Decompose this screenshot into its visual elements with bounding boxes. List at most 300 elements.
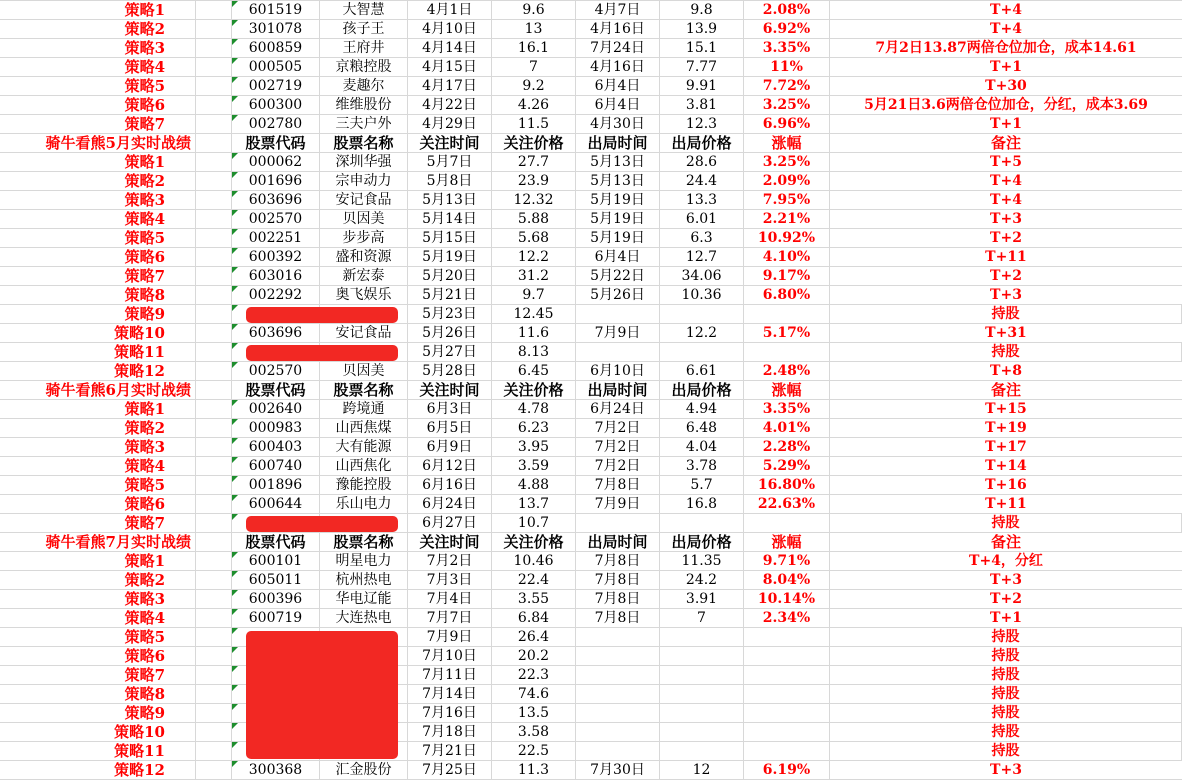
exit-time-cell[interactable]: 5月26日	[576, 286, 660, 304]
gain-cell[interactable]: 5.17%	[744, 324, 830, 342]
note-cell[interactable]: T+4，分红	[969, 553, 1043, 569]
watch-price-cell[interactable]: 4.78	[492, 400, 576, 418]
gap-cell[interactable]	[196, 229, 232, 247]
gap-cell[interactable]	[196, 1, 232, 19]
strategy-label[interactable]: 策略11	[0, 343, 196, 361]
stock-code-cell[interactable]: 000062	[232, 153, 320, 171]
gain-cell[interactable]: 5.29%	[744, 457, 830, 475]
exit-price-cell[interactable]	[660, 704, 744, 722]
exit-time-cell[interactable]: 7月9日	[576, 324, 660, 342]
gain-cell[interactable]: 2.34%	[744, 609, 830, 627]
strategy-label[interactable]: 策略12	[0, 362, 196, 380]
gap-cell[interactable]	[196, 552, 232, 570]
watch-price-header[interactable]: 关注价格	[492, 533, 576, 551]
exit-time-cell[interactable]: 4月30日	[576, 115, 660, 133]
watch-price-cell[interactable]: 10.46	[492, 552, 576, 570]
exit-price-cell[interactable]: 15.1	[660, 39, 744, 57]
exit-price-cell[interactable]	[660, 685, 744, 703]
exit-price-cell[interactable]	[660, 628, 744, 646]
gain-cell[interactable]	[744, 343, 830, 361]
watch-time-header[interactable]: 关注时间	[408, 381, 492, 399]
strategy-label[interactable]: 策略9	[0, 704, 196, 722]
stock-code-cell[interactable]: 002292	[232, 286, 320, 304]
watch-price-cell[interactable]: 13	[492, 20, 576, 38]
stock-name-cell[interactable]: 盛和资源	[320, 248, 408, 266]
exit-price-cell[interactable]: 6.61	[660, 362, 744, 380]
strategy-label[interactable]: 策略12	[0, 761, 196, 779]
watch-time-cell[interactable]: 4月17日	[408, 77, 492, 95]
gain-cell[interactable]: 3.25%	[744, 153, 830, 171]
stock-code-cell[interactable]: 600403	[232, 438, 320, 456]
exit-price-cell[interactable]: 6.01	[660, 210, 744, 228]
strategy-label[interactable]: 策略4	[0, 609, 196, 627]
gap-cell[interactable]	[196, 438, 232, 456]
watch-time-cell[interactable]: 5月15日	[408, 229, 492, 247]
watch-time-cell[interactable]: 7月16日	[408, 704, 492, 722]
note-cell[interactable]: 持股	[830, 628, 1182, 646]
watch-price-cell[interactable]: 13.5	[492, 704, 576, 722]
watch-price-header[interactable]: 关注价格	[492, 381, 576, 399]
exit-time-cell[interactable]	[576, 742, 660, 760]
watch-price-cell[interactable]: 5.88	[492, 210, 576, 228]
exit-time-cell[interactable]: 6月10日	[576, 362, 660, 380]
stock-name-cell[interactable]: 大有能源	[320, 438, 408, 456]
gain-header[interactable]: 涨幅	[744, 533, 830, 551]
watch-time-cell[interactable]: 4月15日	[408, 58, 492, 76]
gap-cell[interactable]	[196, 761, 232, 779]
strategy-label[interactable]: 策略8	[0, 286, 196, 304]
watch-time-cell[interactable]: 5月7日	[408, 153, 492, 171]
gap-cell[interactable]	[196, 39, 232, 57]
note-cell[interactable]: 持股	[830, 685, 1182, 703]
exit-time-cell[interactable]: 7月30日	[576, 761, 660, 779]
note-cell[interactable]: 持股	[830, 742, 1182, 760]
exit-price-cell[interactable]: 28.6	[660, 153, 744, 171]
watch-price-cell[interactable]: 3.58	[492, 723, 576, 741]
watch-time-cell[interactable]: 5月27日	[408, 343, 492, 361]
watch-price-cell[interactable]: 31.2	[492, 267, 576, 285]
watch-price-cell[interactable]: 74.6	[492, 685, 576, 703]
stock-name-cell[interactable]: 维维股份	[320, 96, 408, 114]
stock-code-cell[interactable]: 001896	[232, 476, 320, 494]
gap-cell[interactable]	[196, 286, 232, 304]
watch-time-cell[interactable]: 5月20日	[408, 267, 492, 285]
stock-name-cell[interactable]: 京粮控股	[320, 58, 408, 76]
watch-price-cell[interactable]: 6.23	[492, 419, 576, 437]
exit-price-cell[interactable]	[660, 514, 744, 532]
exit-price-cell[interactable]: 4.04	[660, 438, 744, 456]
watch-time-cell[interactable]: 5月28日	[408, 362, 492, 380]
stock-code-cell[interactable]: 603696	[232, 324, 320, 342]
gain-cell[interactable]	[744, 305, 830, 323]
watch-time-cell[interactable]: 5月23日	[408, 305, 492, 323]
strategy-label[interactable]: 策略5	[0, 476, 196, 494]
note-header[interactable]: 备注	[990, 134, 1021, 152]
exit-price-cell[interactable]: 12	[660, 761, 744, 779]
strategy-label[interactable]: 策略6	[0, 96, 196, 114]
gap-cell[interactable]	[196, 400, 232, 418]
watch-time-cell[interactable]: 6月27日	[408, 514, 492, 532]
exit-price-cell[interactable]: 11.35	[660, 552, 744, 570]
exit-price-cell[interactable]: 3.78	[660, 457, 744, 475]
strategy-label[interactable]: 策略11	[0, 742, 196, 760]
exit-time-cell[interactable]	[576, 666, 660, 684]
watch-price-cell[interactable]: 20.2	[492, 647, 576, 665]
watch-price-cell[interactable]: 5.68	[492, 229, 576, 247]
stock-code-cell[interactable]: 600300	[232, 96, 320, 114]
gap-cell[interactable]	[196, 628, 232, 646]
exit-price-header[interactable]: 出局价格	[660, 134, 744, 152]
watch-time-cell[interactable]: 4月14日	[408, 39, 492, 57]
exit-price-cell[interactable]: 4.94	[660, 400, 744, 418]
stock-code-cell[interactable]: 600719	[232, 609, 320, 627]
strategy-label[interactable]: 策略6	[0, 495, 196, 513]
strategy-label[interactable]: 策略6	[0, 647, 196, 665]
watch-price-cell[interactable]: 6.84	[492, 609, 576, 627]
watch-time-cell[interactable]: 4月1日	[408, 1, 492, 19]
gain-cell[interactable]: 2.08%	[744, 1, 830, 19]
gain-cell[interactable]: 6.80%	[744, 286, 830, 304]
stock-name-cell[interactable]: 深圳华强	[320, 153, 408, 171]
watch-price-cell[interactable]: 22.4	[492, 571, 576, 589]
exit-price-cell[interactable]: 7	[660, 609, 744, 627]
stock-name-cell[interactable]: 汇金股份	[320, 761, 408, 779]
note-cell[interactable]: T+3	[990, 211, 1022, 227]
stock-code-cell[interactable]: 600644	[232, 495, 320, 513]
note-cell[interactable]: 持股	[830, 723, 1182, 741]
gap-cell[interactable]	[196, 723, 232, 741]
gap-cell[interactable]	[196, 419, 232, 437]
note-cell[interactable]: T+2	[990, 591, 1022, 607]
watch-time-cell[interactable]: 7月7日	[408, 609, 492, 627]
note-cell[interactable]: T+2	[990, 268, 1022, 284]
watch-time-cell[interactable]: 5月13日	[408, 191, 492, 209]
stock-name-cell[interactable]: 步步高	[320, 229, 408, 247]
watch-time-cell[interactable]: 6月9日	[408, 438, 492, 456]
watch-price-cell[interactable]: 10.7	[492, 514, 576, 532]
stock-code-cell[interactable]: 600396	[232, 590, 320, 608]
exit-time-cell[interactable]: 7月8日	[576, 476, 660, 494]
note-cell[interactable]: T+4	[990, 21, 1022, 37]
stock-name-cell[interactable]: 杭州热电	[320, 571, 408, 589]
gap-cell[interactable]	[196, 704, 232, 722]
stock-code-cell[interactable]: 000983	[232, 419, 320, 437]
note-cell[interactable]: T+1	[990, 59, 1022, 75]
gain-cell[interactable]: 2.48%	[744, 362, 830, 380]
exit-price-cell[interactable]: 13.9	[660, 20, 744, 38]
strategy-label[interactable]: 策略1	[0, 400, 196, 418]
gap-cell[interactable]	[196, 609, 232, 627]
exit-price-cell[interactable]	[660, 305, 744, 323]
strategy-label[interactable]: 策略1	[0, 153, 196, 171]
watch-time-cell[interactable]: 6月3日	[408, 400, 492, 418]
stock-code-cell[interactable]: 601519	[232, 1, 320, 19]
gain-cell[interactable]: 4.10%	[744, 248, 830, 266]
watch-time-header[interactable]: 关注时间	[408, 134, 492, 152]
gap-cell[interactable]	[196, 58, 232, 76]
gain-header[interactable]: 涨幅	[744, 134, 830, 152]
strategy-label[interactable]: 策略10	[0, 723, 196, 741]
gain-cell[interactable]: 10.92%	[744, 229, 830, 247]
stock-name-cell[interactable]: 麦趣尔	[320, 77, 408, 95]
stock-code-cell[interactable]: 600859	[232, 39, 320, 57]
gain-cell[interactable]: 7.95%	[744, 191, 830, 209]
stock-code-cell[interactable]: 600392	[232, 248, 320, 266]
gap-cell[interactable]	[196, 666, 232, 684]
watch-price-cell[interactable]: 22.3	[492, 666, 576, 684]
gain-cell[interactable]: 3.35%	[744, 39, 830, 57]
exit-time-cell[interactable]: 5月13日	[576, 153, 660, 171]
exit-time-cell[interactable]: 5月13日	[576, 172, 660, 190]
stock-name-cell[interactable]: 大连热电	[320, 609, 408, 627]
stock-code-cell[interactable]: 002251	[232, 229, 320, 247]
gain-cell[interactable]: 6.96%	[744, 115, 830, 133]
gap-cell[interactable]	[196, 571, 232, 589]
strategy-label[interactable]: 策略4	[0, 210, 196, 228]
watch-price-cell[interactable]: 26.4	[492, 628, 576, 646]
strategy-label[interactable]: 策略6	[0, 248, 196, 266]
stock-name-header[interactable]: 股票名称	[320, 533, 408, 551]
note-header[interactable]: 备注	[990, 381, 1021, 399]
note-cell[interactable]: T+11	[985, 496, 1027, 512]
watch-price-cell[interactable]: 12.45	[492, 305, 576, 323]
watch-time-cell[interactable]: 4月10日	[408, 20, 492, 38]
watch-price-cell[interactable]: 22.5	[492, 742, 576, 760]
gap-cell[interactable]	[196, 305, 232, 323]
note-cell[interactable]: 持股	[830, 704, 1182, 722]
stock-name-cell[interactable]: 贝因美	[320, 210, 408, 228]
watch-price-cell[interactable]: 11.5	[492, 115, 576, 133]
watch-time-cell[interactable]: 7月11日	[408, 666, 492, 684]
exit-price-header[interactable]: 出局价格	[660, 381, 744, 399]
stock-code-cell[interactable]: 603696	[232, 191, 320, 209]
watch-price-cell[interactable]: 7	[492, 58, 576, 76]
gap-cell[interactable]	[196, 210, 232, 228]
stock-code-cell[interactable]: 002640	[232, 400, 320, 418]
note-cell[interactable]: T+3	[990, 287, 1022, 303]
gap-cell[interactable]	[196, 685, 232, 703]
watch-time-cell[interactable]: 7月3日	[408, 571, 492, 589]
stock-code-cell[interactable]: 600740	[232, 457, 320, 475]
note-cell[interactable]: T+4	[990, 192, 1022, 208]
gap-cell[interactable]	[196, 153, 232, 171]
watch-time-cell[interactable]: 4月22日	[408, 96, 492, 114]
section-title[interactable]: 骑牛看熊6月实时战绩	[0, 381, 196, 399]
gain-cell[interactable]: 6.92%	[744, 20, 830, 38]
note-cell[interactable]: T+4	[990, 2, 1022, 18]
exit-time-cell[interactable]: 4月16日	[576, 58, 660, 76]
watch-price-cell[interactable]: 23.9	[492, 172, 576, 190]
exit-time-cell[interactable]: 7月2日	[576, 457, 660, 475]
exit-price-cell[interactable]	[660, 723, 744, 741]
watch-time-cell[interactable]: 5月19日	[408, 248, 492, 266]
watch-price-cell[interactable]: 3.59	[492, 457, 576, 475]
exit-price-cell[interactable]: 9.91	[660, 77, 744, 95]
exit-price-cell[interactable]: 6.48	[660, 419, 744, 437]
stock-name-cell[interactable]: 山西焦煤	[320, 419, 408, 437]
strategy-label[interactable]: 策略2	[0, 20, 196, 38]
exit-price-cell[interactable]: 12.2	[660, 324, 744, 342]
stock-code-cell[interactable]: 002570	[232, 362, 320, 380]
note-cell[interactable]: T+3	[990, 762, 1022, 778]
stock-name-cell[interactable]: 山西焦化	[320, 457, 408, 475]
watch-price-cell[interactable]: 9.2	[492, 77, 576, 95]
note-cell[interactable]: 7月2日13.87两倍仓位加仓，成本14.61	[875, 40, 1137, 56]
gain-cell[interactable]: 7.72%	[744, 77, 830, 95]
exit-time-cell[interactable]: 5月19日	[576, 191, 660, 209]
stock-name-cell[interactable]: 三夫户外	[320, 115, 408, 133]
strategy-label[interactable]: 策略7	[0, 666, 196, 684]
watch-time-cell[interactable]: 6月12日	[408, 457, 492, 475]
exit-price-cell[interactable]: 13.3	[660, 191, 744, 209]
watch-price-cell[interactable]: 11.6	[492, 324, 576, 342]
gap-cell[interactable]	[196, 191, 232, 209]
exit-time-cell[interactable]: 6月4日	[576, 96, 660, 114]
exit-time-cell[interactable]: 5月19日	[576, 210, 660, 228]
exit-time-cell[interactable]: 6月24日	[576, 400, 660, 418]
stock-code-cell[interactable]: 001696	[232, 172, 320, 190]
strategy-label[interactable]: 策略3	[0, 39, 196, 57]
note-cell[interactable]: 持股	[830, 305, 1182, 323]
strategy-label[interactable]: 策略5	[0, 77, 196, 95]
watch-price-cell[interactable]: 4.88	[492, 476, 576, 494]
exit-time-cell[interactable]	[576, 343, 660, 361]
stock-name-cell[interactable]: 乐山电力	[320, 495, 408, 513]
strategy-label[interactable]: 策略7	[0, 267, 196, 285]
watch-price-header[interactable]: 关注价格	[492, 134, 576, 152]
gain-cell[interactable]	[744, 666, 830, 684]
gap-cell[interactable]	[196, 267, 232, 285]
note-header[interactable]: 备注	[990, 533, 1021, 551]
watch-price-cell[interactable]: 11.3	[492, 761, 576, 779]
note-cell[interactable]: T+2	[990, 230, 1022, 246]
exit-time-cell[interactable]: 7月24日	[576, 39, 660, 57]
gap-cell[interactable]	[196, 495, 232, 513]
stock-code-header[interactable]: 股票代码	[232, 533, 320, 551]
gain-cell[interactable]: 10.14%	[744, 590, 830, 608]
exit-time-header[interactable]: 出局时间	[576, 134, 660, 152]
watch-time-cell[interactable]: 7月10日	[408, 647, 492, 665]
exit-time-cell[interactable]: 6月4日	[576, 248, 660, 266]
gap-cell[interactable]	[196, 134, 232, 152]
exit-price-cell[interactable]: 34.06	[660, 267, 744, 285]
stock-name-cell[interactable]: 孩子王	[320, 20, 408, 38]
stock-code-cell[interactable]: 300368	[232, 761, 320, 779]
note-cell[interactable]: T+14	[985, 458, 1027, 474]
stock-name-cell[interactable]: 奥飞娱乐	[320, 286, 408, 304]
gain-cell[interactable]: 16.80%	[744, 476, 830, 494]
note-cell[interactable]: T+3	[990, 572, 1022, 588]
gap-cell[interactable]	[196, 96, 232, 114]
strategy-label[interactable]: 策略2	[0, 419, 196, 437]
watch-time-cell[interactable]: 7月9日	[408, 628, 492, 646]
exit-time-cell[interactable]	[576, 305, 660, 323]
exit-time-cell[interactable]	[576, 704, 660, 722]
watch-time-cell[interactable]: 6月16日	[408, 476, 492, 494]
watch-price-cell[interactable]: 16.1	[492, 39, 576, 57]
section-title[interactable]: 骑牛看熊5月实时战绩	[0, 134, 196, 152]
strategy-label[interactable]: 策略3	[0, 438, 196, 456]
gap-cell[interactable]	[196, 343, 232, 361]
note-cell[interactable]: T+16	[985, 477, 1027, 493]
watch-price-cell[interactable]: 3.55	[492, 590, 576, 608]
gap-cell[interactable]	[196, 381, 232, 399]
gain-cell[interactable]	[744, 704, 830, 722]
gap-cell[interactable]	[196, 533, 232, 551]
gap-cell[interactable]	[196, 457, 232, 475]
exit-time-cell[interactable]: 7月2日	[576, 438, 660, 456]
strategy-label[interactable]: 策略9	[0, 305, 196, 323]
strategy-label[interactable]: 策略7	[0, 514, 196, 532]
exit-time-cell[interactable]: 5月22日	[576, 267, 660, 285]
exit-time-header[interactable]: 出局时间	[576, 381, 660, 399]
exit-price-header[interactable]: 出局价格	[660, 533, 744, 551]
gap-cell[interactable]	[196, 590, 232, 608]
strategy-label[interactable]: 策略7	[0, 115, 196, 133]
stock-name-cell[interactable]: 跨境通	[320, 400, 408, 418]
watch-time-cell[interactable]: 7月2日	[408, 552, 492, 570]
note-cell[interactable]: T+11	[985, 249, 1027, 265]
stock-code-cell[interactable]: 002719	[232, 77, 320, 95]
strategy-label[interactable]: 策略5	[0, 229, 196, 247]
strategy-label[interactable]: 策略1	[0, 552, 196, 570]
watch-time-cell[interactable]: 7月14日	[408, 685, 492, 703]
gap-cell[interactable]	[196, 647, 232, 665]
note-cell[interactable]: 持股	[830, 647, 1182, 665]
watch-time-cell[interactable]: 6月24日	[408, 495, 492, 513]
watch-price-cell[interactable]: 3.95	[492, 438, 576, 456]
watch-time-header[interactable]: 关注时间	[408, 533, 492, 551]
stock-name-cell[interactable]: 明星电力	[320, 552, 408, 570]
note-cell[interactable]: T+17	[985, 439, 1027, 455]
exit-time-header[interactable]: 出局时间	[576, 533, 660, 551]
note-cell[interactable]: 5月21日3.6两倍仓位加仓，分红，成本3.69	[864, 97, 1148, 113]
gap-cell[interactable]	[196, 248, 232, 266]
gain-cell[interactable]: 2.28%	[744, 438, 830, 456]
gain-cell[interactable]: 3.25%	[744, 96, 830, 114]
gap-cell[interactable]	[196, 476, 232, 494]
exit-time-cell[interactable]: 5月19日	[576, 229, 660, 247]
exit-price-cell[interactable]	[660, 343, 744, 361]
watch-price-cell[interactable]: 9.6	[492, 1, 576, 19]
exit-price-cell[interactable]: 3.81	[660, 96, 744, 114]
gain-cell[interactable]	[744, 723, 830, 741]
exit-price-cell[interactable]: 7.77	[660, 58, 744, 76]
strategy-label[interactable]: 策略1	[0, 1, 196, 19]
stock-name-cell[interactable]: 王府井	[320, 39, 408, 57]
note-cell[interactable]: T+4	[990, 173, 1022, 189]
exit-time-cell[interactable]: 4月7日	[576, 1, 660, 19]
gain-cell[interactable]	[744, 514, 830, 532]
watch-time-cell[interactable]: 5月26日	[408, 324, 492, 342]
exit-time-cell[interactable]	[576, 723, 660, 741]
exit-price-cell[interactable]: 5.7	[660, 476, 744, 494]
gain-cell[interactable]: 9.17%	[744, 267, 830, 285]
exit-time-cell[interactable]: 7月8日	[576, 590, 660, 608]
exit-price-cell[interactable]: 16.8	[660, 495, 744, 513]
gap-cell[interactable]	[196, 115, 232, 133]
gain-cell[interactable]: 9.71%	[744, 552, 830, 570]
strategy-label[interactable]: 策略8	[0, 685, 196, 703]
gain-cell[interactable]: 2.09%	[744, 172, 830, 190]
stock-code-header[interactable]: 股票代码	[232, 134, 320, 152]
exit-time-cell[interactable]	[576, 514, 660, 532]
watch-price-cell[interactable]: 9.7	[492, 286, 576, 304]
gain-cell[interactable]	[744, 647, 830, 665]
strategy-label[interactable]: 策略10	[0, 324, 196, 342]
stock-name-cell[interactable]: 贝因美	[320, 362, 408, 380]
stock-name-cell[interactable]: 豫能控股	[320, 476, 408, 494]
